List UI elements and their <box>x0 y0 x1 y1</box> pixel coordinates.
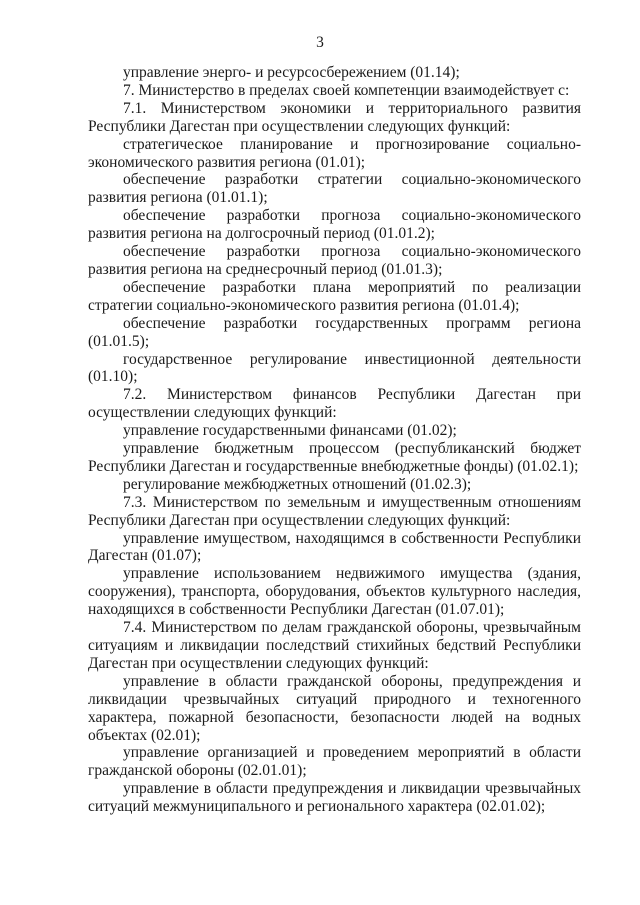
paragraph: государственное регулирование инвестиционной деятельности (01.10); <box>88 350 581 386</box>
page-number: 3 <box>316 34 324 51</box>
paragraph: обеспечение разработки плана мероприятий по реализации стратегии социально-экономического развития региона (01.01.4); <box>88 278 581 314</box>
paragraph: 7.1. Министерством экономики и территориального развития Республики Дагестан при осуществлении следующих функций: <box>88 99 581 135</box>
paragraph: 7.3. Министерством по земельным и имущественным отношениям Республики Дагестан при осуществлении следующих функций: <box>88 493 581 529</box>
paragraph: обеспечение разработки стратегии социально-экономического развития региона (01.01.1); <box>88 171 581 207</box>
paragraph: управление использованием недвижимого имущества (здания, сооружения), транспорта, оборудования, объектов культурного наследия, находящихся в собственности Республики Дагестан (01.07.01); <box>88 565 581 619</box>
paragraph: стратегическое планирование и прогнозирование социально-экономического развития региона (01.01); <box>88 135 581 171</box>
paragraph: управление бюджетным процессом (республиканский бюджет Республики Дагестан и государственные внебюджетные фонды) (01.02.1); <box>88 440 581 475</box>
document-body <box>88 64 581 816</box>
paragraph: управление имуществом, находящимся в собственности Республики Дагестан (01.07); <box>88 529 581 565</box>
paragraph: 7. Министерство в пределах своей компетенции взаимодействует с: <box>123 81 570 99</box>
paragraph: 7.2. Министерством финансов Республики Дагестан при осуществлении следующих функций: <box>88 386 581 422</box>
paragraph: обеспечение разработки прогноза социально-экономического развития региона на долгосрочный период (01.01.2); <box>88 207 581 243</box>
paragraph: обеспечение разработки прогноза социально-экономического развития региона на среднесрочный период (01.01.3); <box>88 243 581 278</box>
paragraph: управление организацией и проведением мероприятий в области гражданской обороны (02.01.01); <box>88 744 581 780</box>
paragraph: обеспечение разработки государственных программ региона (01.01.5); <box>88 314 581 350</box>
paragraph: управление энерго- и ресурсосбережением (01.14); <box>123 64 460 81</box>
paragraph: регулирование межбюджетных отношений (01.02.3); <box>123 475 472 493</box>
paragraph: управление в области предупреждения и ликвидации чрезвычайных ситуаций межмуниципального и регионального характера (02.01.02); <box>88 780 581 816</box>
paragraph: управление в области гражданской обороны, предупреждения и ликвидации чрезвычайных ситуаций природного и техногенного характера, пожарной безопасности, безопасности людей на водных объектах (02.01); <box>88 672 581 744</box>
paragraph: управление государственными финансами (01.02); <box>123 422 457 440</box>
paragraph: 7.4. Министерством по делам гражданской обороны, чрезвычайным ситуациям и ликвидации последствий стихийных бедствий Республики Дагестан при осуществлении следующих функций: <box>88 619 581 672</box>
